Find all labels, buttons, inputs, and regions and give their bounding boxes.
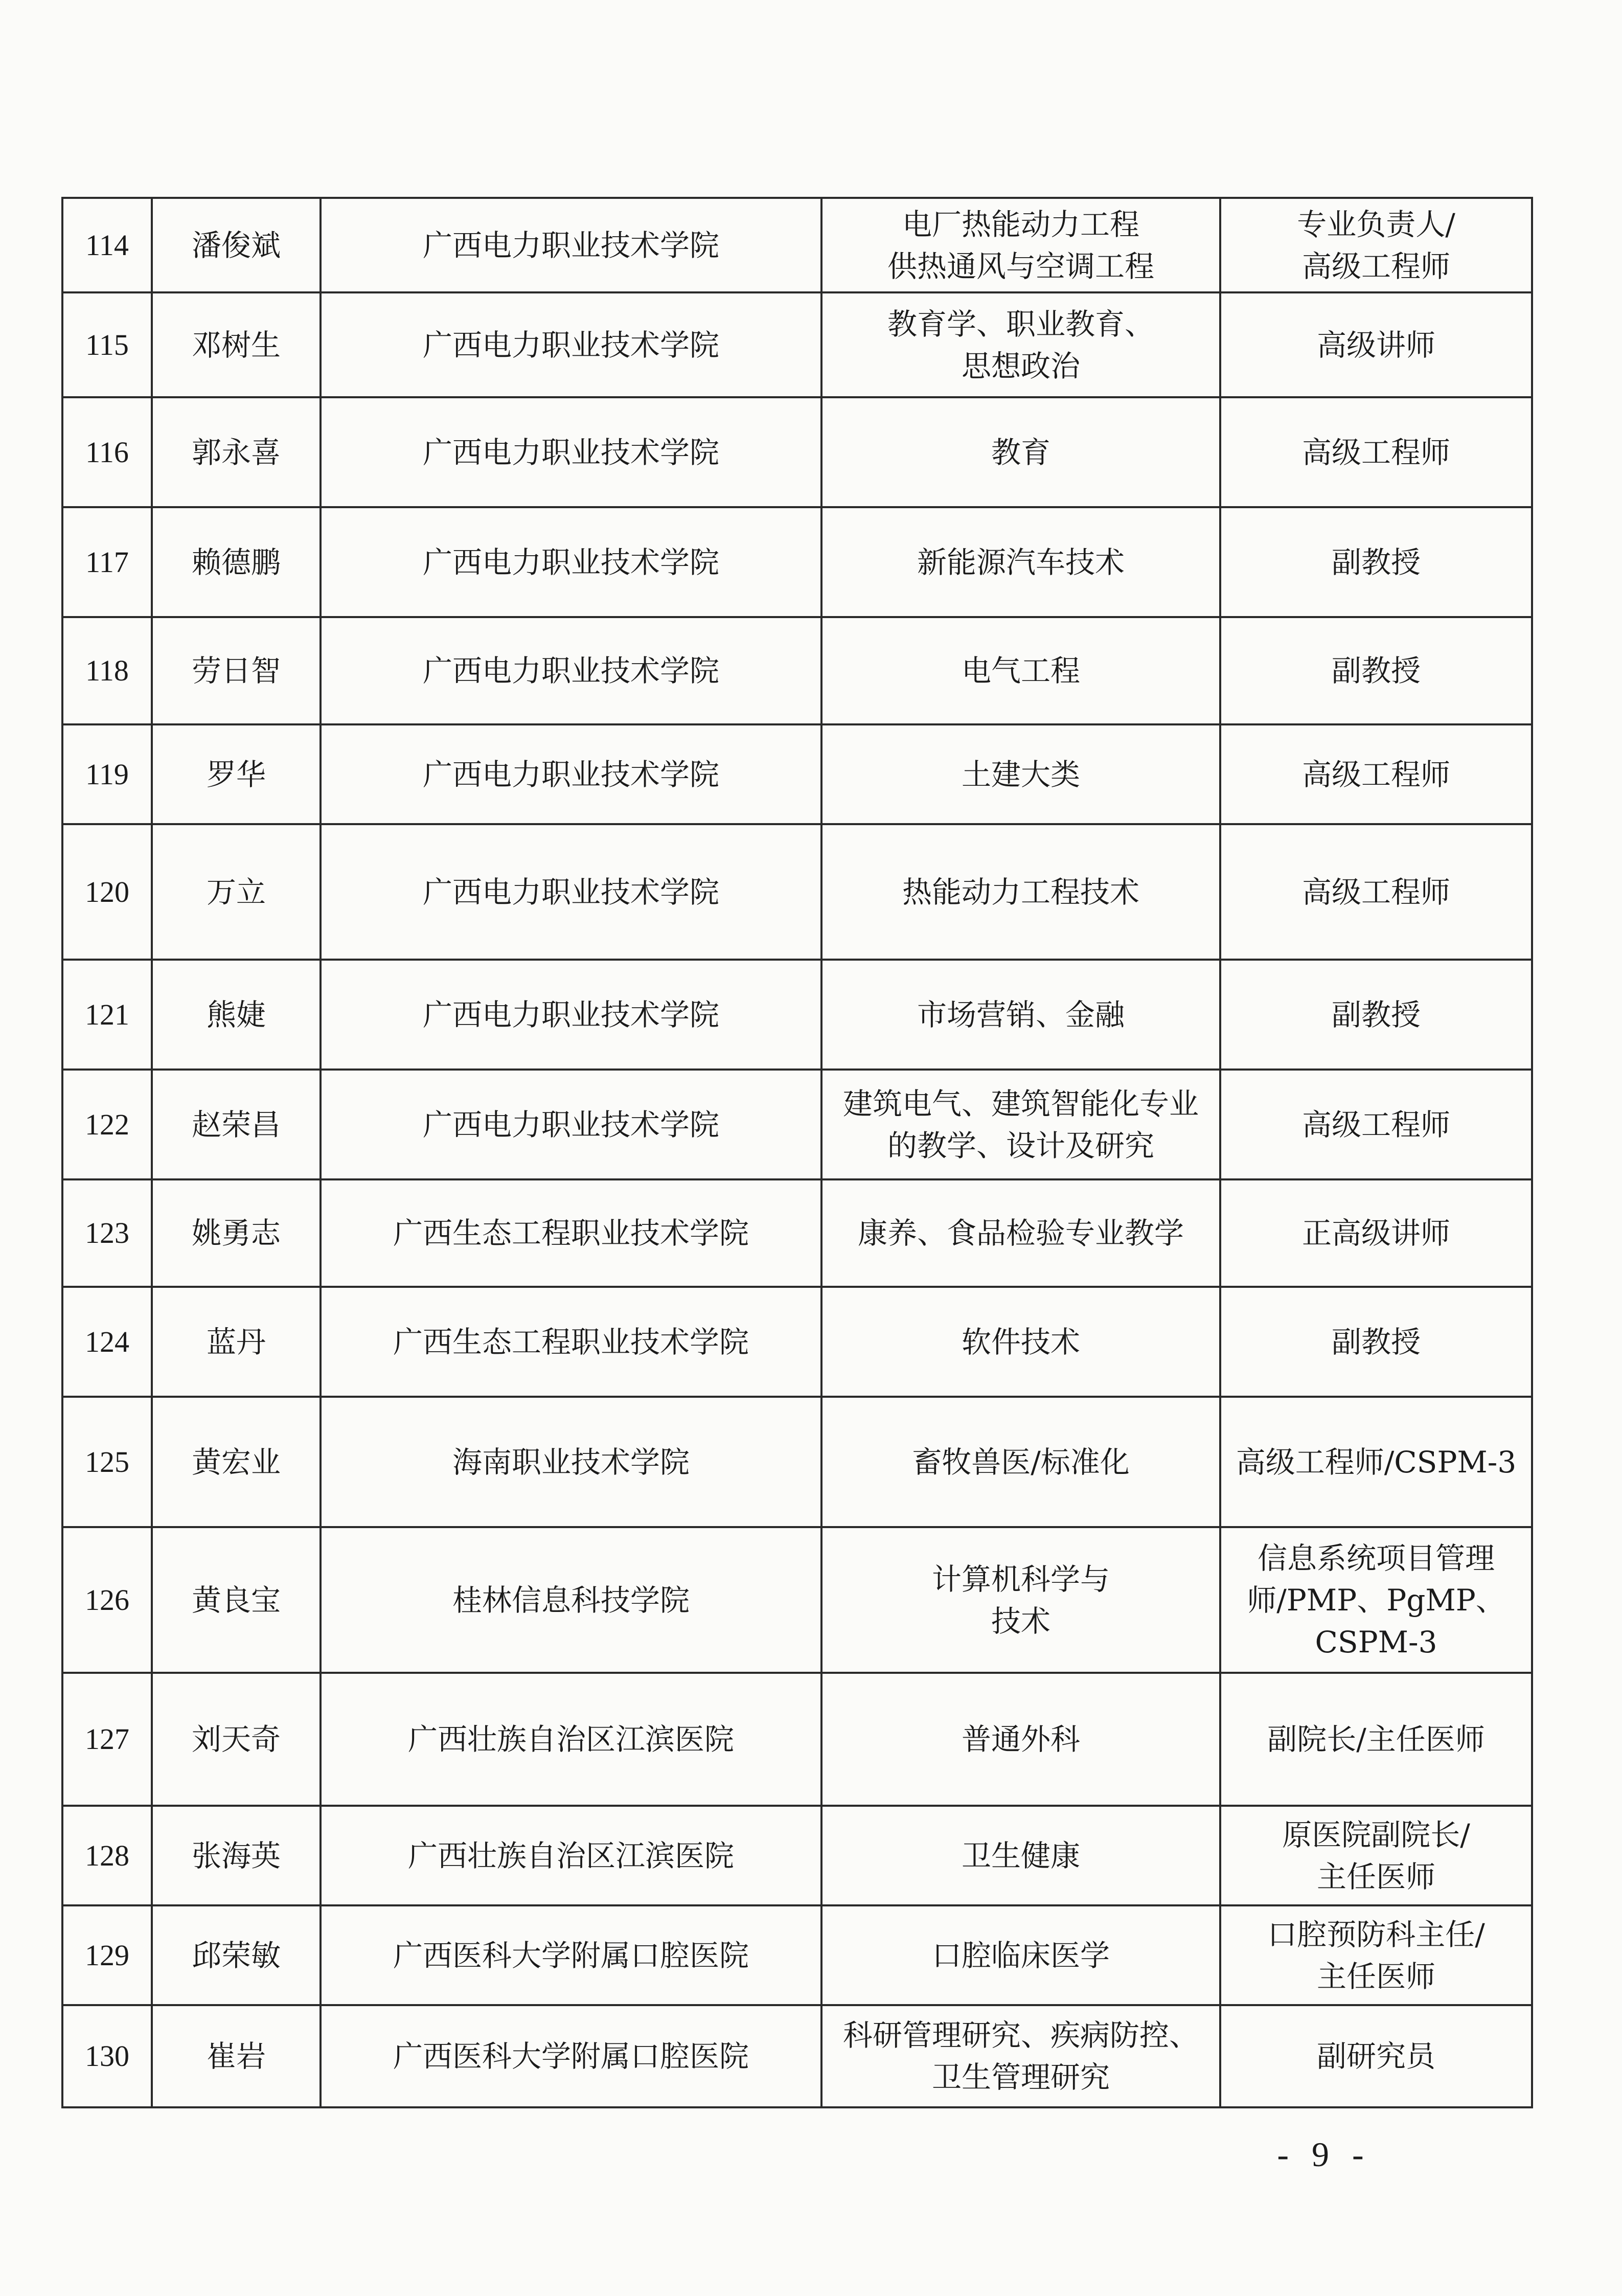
unit-cell: 广西生态工程职业技术学院	[321, 1287, 821, 1397]
name-cell: 黄宏业	[152, 1397, 321, 1527]
field-cell	[821, 1673, 1220, 1806]
row-number-cell: 115	[62, 292, 152, 397]
title-cell-line: 副教授	[1331, 997, 1421, 1032]
title-cell	[1220, 1673, 1532, 1806]
title-cell-line: 口腔预防科主任/	[1267, 1917, 1485, 1952]
name-cell: 潘俊斌	[152, 198, 321, 292]
title-cell-line: 副院长/主任医师	[1267, 1722, 1485, 1757]
roster-body	[62, 198, 1532, 2107]
page-number: - 9 -	[1277, 2135, 1371, 2174]
name-cell: 赖德鹏	[152, 507, 321, 617]
field-cell	[821, 397, 1220, 507]
title-cell	[1220, 724, 1532, 824]
table-row	[62, 2005, 1532, 2107]
title-cell	[1220, 1397, 1532, 1527]
row-number-cell: 116	[62, 397, 152, 507]
unit-cell: 广西电力职业技术学院	[321, 292, 821, 397]
unit-cell: 广西电力职业技术学院	[321, 960, 821, 1070]
title-cell-line: 高级工程师	[1301, 1107, 1450, 1142]
field-cell-line: 供热通风与空调工程	[887, 248, 1154, 284]
title-cell-line: 副教授	[1331, 1324, 1421, 1359]
row-number-cell: 130	[62, 2005, 152, 2107]
row-number-cell: 123	[62, 1179, 152, 1287]
field-cell	[821, 2005, 1220, 2107]
row-number-cell: 125	[62, 1397, 152, 1527]
field-cell-line: 科研管理研究、疾病防控、	[842, 2018, 1199, 2053]
unit-cell: 广西电力职业技术学院	[321, 617, 821, 724]
row-number-cell: 119	[62, 724, 152, 824]
name-cell: 黄良宝	[152, 1527, 321, 1673]
title-cell	[1220, 1527, 1532, 1673]
field-cell	[821, 724, 1220, 824]
name-cell: 赵荣昌	[152, 1070, 321, 1179]
unit-cell: 广西电力职业技术学院	[321, 824, 821, 960]
unit-cell: 广西电力职业技术学院	[321, 198, 821, 292]
title-cell-line: 高级工程师	[1301, 757, 1450, 792]
table-row	[62, 1527, 1532, 1673]
title-cell-line: 专业负责人/	[1297, 207, 1455, 242]
field-cell-line: 思想政治	[961, 348, 1080, 383]
title-cell	[1220, 397, 1532, 507]
field-cell	[821, 1905, 1220, 2005]
row-number-cell: 129	[62, 1905, 152, 2005]
title-cell	[1220, 292, 1532, 397]
title-cell	[1220, 507, 1532, 617]
title-cell-line: 师/PMP、PgMP、	[1247, 1582, 1505, 1618]
table-row	[62, 1179, 1532, 1287]
title-cell	[1220, 960, 1532, 1070]
title-cell-line: 副教授	[1331, 544, 1421, 580]
table-row	[62, 1070, 1532, 1179]
field-cell	[821, 960, 1220, 1070]
field-cell	[821, 824, 1220, 960]
field-cell	[821, 292, 1220, 397]
title-cell	[1220, 1905, 1532, 2005]
field-cell-line: 卫生健康	[961, 1838, 1080, 1873]
name-cell: 熊婕	[152, 960, 321, 1070]
field-cell	[821, 198, 1220, 292]
unit-cell: 广西壮族自治区江滨医院	[321, 1673, 821, 1806]
row-number-cell: 121	[62, 960, 152, 1070]
title-cell	[1220, 2005, 1532, 2107]
table-row	[62, 960, 1532, 1070]
unit-cell: 广西电力职业技术学院	[321, 397, 821, 507]
field-cell-line: 新能源汽车技术	[917, 544, 1125, 580]
title-cell	[1220, 617, 1532, 724]
field-cell-line: 教育学、职业教育、	[887, 306, 1154, 342]
title-cell-line: CSPM-3	[1315, 1624, 1437, 1660]
field-cell-line: 畜牧兽医/标准化	[912, 1444, 1130, 1480]
field-cell-line: 计算机科学与	[931, 1561, 1110, 1597]
expert-roster-table	[61, 197, 1533, 2108]
unit-cell: 海南职业技术学院	[321, 1397, 821, 1527]
name-cell: 邓树生	[152, 292, 321, 397]
title-cell	[1220, 198, 1532, 292]
title-cell-line: 正高级讲师	[1301, 1216, 1450, 1251]
table-row	[62, 397, 1532, 507]
title-cell-line: 高级工程师	[1301, 435, 1450, 470]
field-cell	[821, 1397, 1220, 1527]
title-cell	[1220, 1070, 1532, 1179]
table-row	[62, 292, 1532, 397]
field-cell-line: 软件技术	[961, 1324, 1080, 1359]
field-cell-line: 康养、食品检验专业教学	[857, 1216, 1184, 1251]
name-cell: 崔岩	[152, 2005, 321, 2107]
field-cell-line: 热能动力工程技术	[902, 874, 1139, 910]
table-row	[62, 1806, 1532, 1905]
title-cell-line: 高级工程师	[1301, 874, 1450, 910]
table-row	[62, 617, 1532, 724]
unit-cell: 广西电力职业技术学院	[321, 1070, 821, 1179]
field-cell	[821, 1070, 1220, 1179]
table-row	[62, 824, 1532, 960]
field-cell	[821, 507, 1220, 617]
unit-cell: 广西医科大学附属口腔医院	[321, 2005, 821, 2107]
field-cell-line: 口腔临床医学	[931, 1938, 1110, 1973]
row-number-cell: 128	[62, 1806, 152, 1905]
title-cell-line: 高级讲师	[1316, 327, 1435, 362]
row-number-cell: 127	[62, 1673, 152, 1806]
title-cell-line: 高级工程师	[1301, 248, 1450, 284]
title-cell	[1220, 1179, 1532, 1287]
table-row	[62, 507, 1532, 617]
title-cell	[1220, 1287, 1532, 1397]
title-cell-line: 主任医师	[1316, 1859, 1435, 1894]
field-cell-line: 卫生管理研究	[931, 2060, 1110, 2095]
name-cell: 刘天奇	[152, 1673, 321, 1806]
title-cell	[1220, 1806, 1532, 1905]
row-number-cell: 124	[62, 1287, 152, 1397]
title-cell-line: 副研究员	[1316, 2039, 1435, 2074]
table-row	[62, 1397, 1532, 1527]
row-number-cell: 126	[62, 1527, 152, 1673]
field-cell	[821, 617, 1220, 724]
table-row	[62, 1287, 1532, 1397]
name-cell: 姚勇志	[152, 1179, 321, 1287]
field-cell-line: 电厂热能动力工程	[902, 207, 1139, 242]
unit-cell: 广西医科大学附属口腔医院	[321, 1905, 821, 2005]
field-cell-line: 市场营销、金融	[917, 997, 1125, 1032]
table-row	[62, 198, 1532, 292]
table-row	[62, 1905, 1532, 2005]
unit-cell: 广西生态工程职业技术学院	[321, 1179, 821, 1287]
field-cell	[821, 1179, 1220, 1287]
field-cell-line: 教育	[991, 435, 1050, 470]
field-cell-line: 普通外科	[961, 1722, 1080, 1757]
table-row	[62, 1673, 1532, 1806]
row-number-cell: 120	[62, 824, 152, 960]
field-cell-line: 土建大类	[961, 757, 1080, 792]
name-cell: 郭永喜	[152, 397, 321, 507]
field-cell-line: 技术	[991, 1603, 1050, 1639]
name-cell: 劳日智	[152, 617, 321, 724]
field-cell-line: 电气工程	[961, 653, 1080, 688]
title-cell	[1220, 824, 1532, 960]
row-number-cell: 122	[62, 1070, 152, 1179]
row-number-cell: 117	[62, 507, 152, 617]
unit-cell: 广西电力职业技术学院	[321, 724, 821, 824]
row-number-cell: 118	[62, 617, 152, 724]
title-cell-line: 主任医师	[1316, 1959, 1435, 1994]
name-cell: 邱荣敏	[152, 1905, 321, 2005]
name-cell: 万立	[152, 824, 321, 960]
field-cell	[821, 1806, 1220, 1905]
unit-cell: 桂林信息科技学院	[321, 1527, 821, 1673]
name-cell: 罗华	[152, 724, 321, 824]
field-cell-line: 的教学、设计及研究	[887, 1128, 1154, 1163]
title-cell-line: 原医院副院长/	[1282, 1817, 1470, 1852]
field-cell-line: 建筑电气、建筑智能化专业	[842, 1086, 1199, 1121]
table-row	[62, 724, 1532, 824]
title-cell-line: 高级工程师/CSPM-3	[1236, 1444, 1517, 1480]
field-cell	[821, 1527, 1220, 1673]
unit-cell: 广西壮族自治区江滨医院	[321, 1806, 821, 1905]
row-number-cell: 114	[62, 198, 152, 292]
title-cell-line: 副教授	[1331, 653, 1421, 688]
name-cell: 蓝丹	[152, 1287, 321, 1397]
unit-cell: 广西电力职业技术学院	[321, 507, 821, 617]
name-cell: 张海英	[152, 1806, 321, 1905]
field-cell	[821, 1287, 1220, 1397]
title-cell-line: 信息系统项目管理	[1257, 1540, 1495, 1576]
